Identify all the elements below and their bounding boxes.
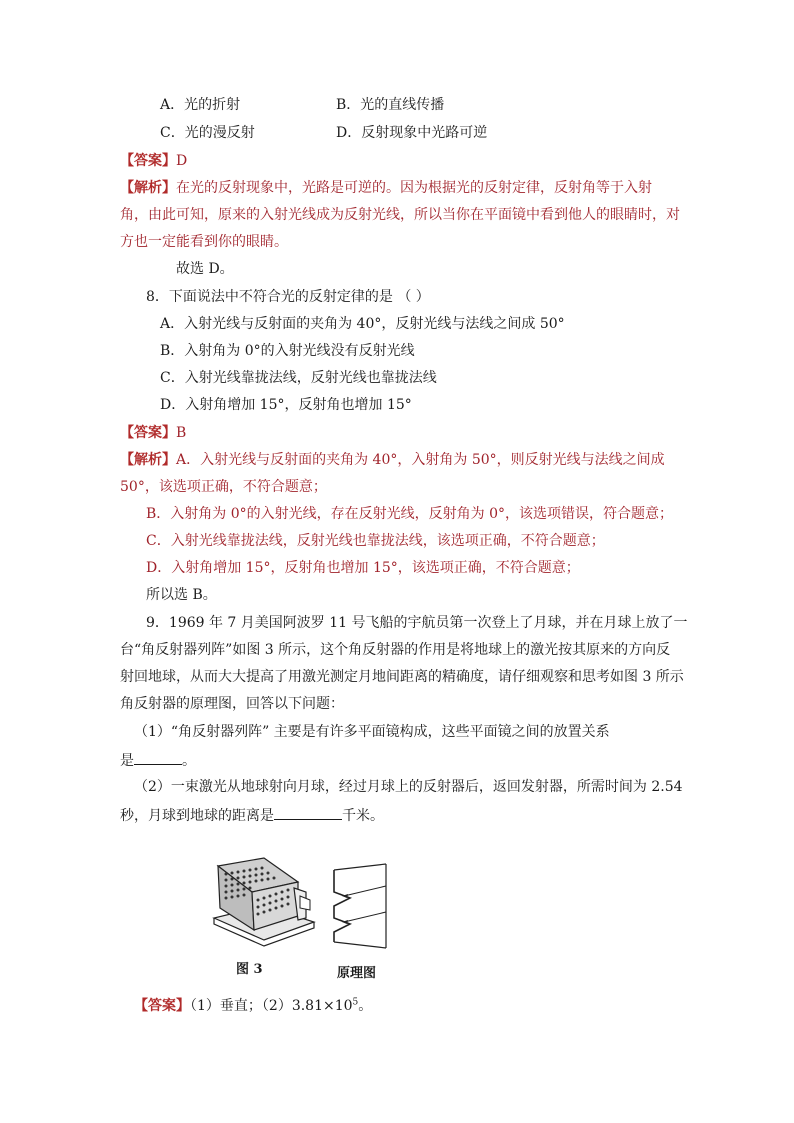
q7-analysis-line-2: 角，由此可知，原来的入射光线成为反射光线，所以当你在平面镜中看到他人的眼睛时，对: [120, 207, 680, 223]
figure-caption-left: 图 3: [236, 962, 263, 977]
q7-option-c: C．光的漫反射: [160, 125, 255, 141]
q8-option-c: C．入射光线靠拢法线，反射光线也靠拢法线: [160, 370, 437, 386]
q9-sub1-line-2: 是 。: [120, 750, 196, 770]
q9-stem-line-2: 台“角反射器列阵”如图 3 所示，这个角反射器的作用是将地球上的激光按其原来的方向反: [120, 642, 671, 658]
q8-analysis-line-3: B．入射角为 0°的入射光线，存在反射光线，反射角为 0°，该选项错误，符合题意；: [146, 506, 674, 522]
answer-tag: 【答案】: [120, 153, 176, 169]
q9-sub2-line-2: 秒，月球到地球的距离是 千米。: [120, 805, 384, 825]
q8-option-a: A．入射光线与反射面的夹角为 40°，反射光线与法线之间成 50°: [160, 316, 565, 332]
q8-analysis-line-5: D．入射角增加 15°，反射角也增加 15°，该选项正确，不符合题意；: [146, 560, 580, 576]
q8-conclusion: 所以选 B。: [146, 587, 217, 603]
answer-blank-1[interactable]: [134, 750, 182, 765]
answer-value: D: [176, 153, 188, 169]
q7-option-b: B．光的直线传播: [336, 97, 445, 113]
q7-option-d: D．反射现象中光路可逆: [336, 125, 488, 141]
q8-stem: 8．下面说法中不符合光的反射定律的是 （ ）: [146, 289, 430, 305]
answer-exponent: 5: [352, 997, 359, 1008]
answer-blank-2[interactable]: [274, 805, 342, 820]
analysis-tag: 【解析】: [120, 452, 176, 468]
corner-reflector-array-figure: [206, 852, 318, 948]
q8-option-d: D．入射角增加 15°，反射角也增加 15°: [160, 397, 412, 413]
q9-stem-line-1: 9．1969 年 7 月美国阿波罗 11 号飞船的宇航员第一次登上了月球，并在月球上放了一: [146, 615, 688, 631]
q8-analysis-line-1: 【解析】A．入射光线与反射面的夹角为 40°，入射角为 50°，则反射光线与法线之间成: [120, 452, 665, 468]
q9-stem-line-4: 角反射器的原理图，回答以下问题：: [120, 696, 344, 712]
answer-value: （1）垂直；（2）3.81×10: [190, 998, 353, 1014]
q9-stem-line-3: 射回地球，从而大大提高了用激光测定月地间距离的精确度，请仔细观察和思考如图 3 所示: [120, 669, 684, 685]
q7-analysis-line-1: 【解析】在光的反射现象中，光路是可逆的。因为根据光的反射定律，反射角等于入射: [120, 180, 652, 196]
q8-analysis-line-4: C．入射光线靠拢法线，反射光线也靠拢法线，该选项正确，不符合题意；: [146, 533, 605, 549]
figure-caption-right: 原理图: [337, 966, 377, 981]
q8-analysis-line-2: 50°，该选项正确，不符合题意；: [120, 479, 327, 495]
answer-value: B: [176, 425, 187, 441]
q7-option-a: A．光的折射: [160, 97, 241, 113]
q8-option-b: B．入射角为 0°的入射光线没有反射光线: [160, 343, 415, 359]
q7-conclusion: 故选 D。: [176, 261, 234, 277]
analysis-tag: 【解析】: [120, 180, 176, 196]
q9-sub1-line-1: （1）“角反射器列阵” 主要是有许多平面镜构成，这些平面镜之间的放置关系: [134, 724, 610, 740]
q9-answer: 【答案】（1）垂直；$(2)3.81\times 10^5$。: [134, 997, 373, 1014]
answer-tag: 【答案】: [120, 425, 176, 441]
q7-analysis-line-3: 方也一定能看到你的眼睛。: [120, 234, 288, 250]
q8-answer: [120, 424, 186, 442]
q7-answer: [120, 152, 187, 170]
q9-sub2-line-1: （2）一束激光从地球射向月球，经过月球上的反射器后，返回发射器，所需时间为 2.54: [134, 779, 683, 795]
principle-diagram: [330, 858, 394, 954]
answer-tag: 【答案】: [134, 998, 190, 1014]
